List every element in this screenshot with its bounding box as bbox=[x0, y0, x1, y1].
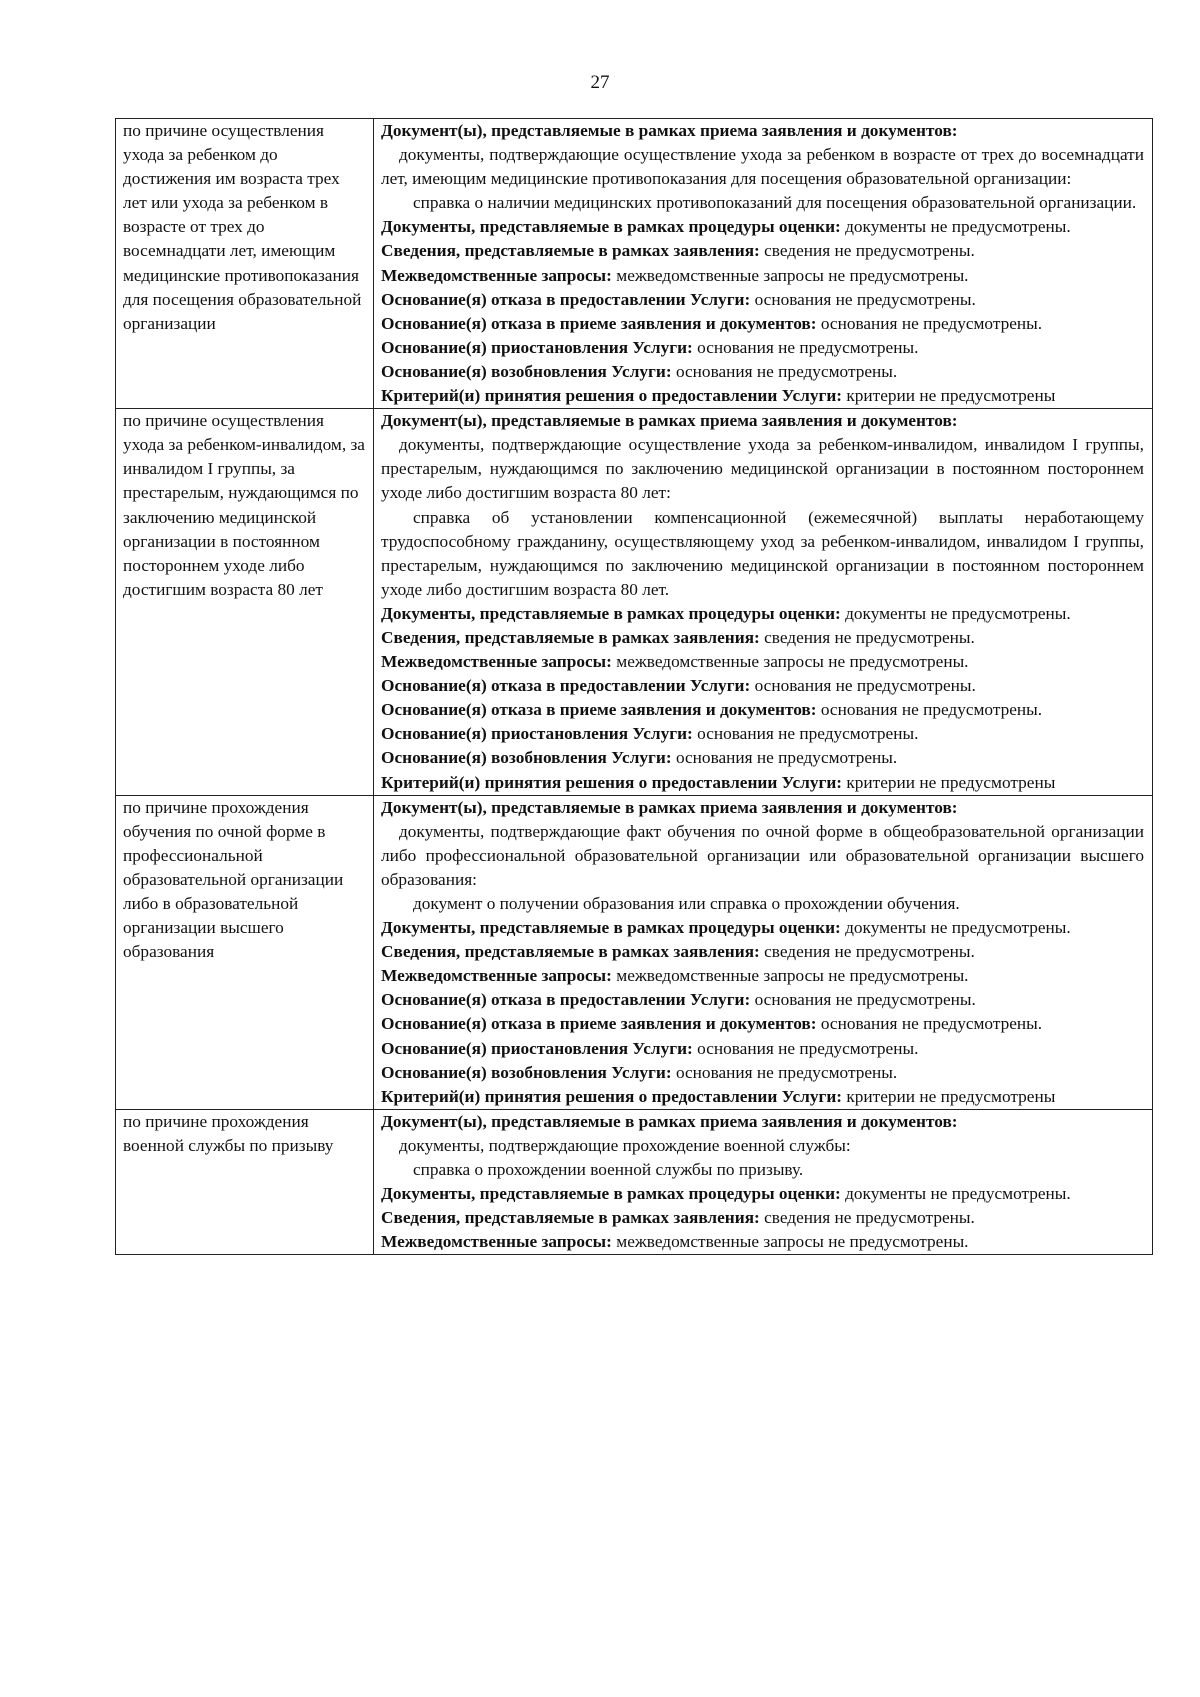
documents-item: справка о наличии медицинских противопоказаний для посещения образовательной организации. bbox=[413, 193, 1137, 213]
assessment-value: документы не предусмотрены. bbox=[845, 217, 1071, 237]
interagency-value: межведомственные запросы не предусмотрены. bbox=[616, 265, 969, 285]
resumption-label: Основание(я) возобновления Услуги: bbox=[381, 748, 672, 768]
interagency-line bbox=[381, 264, 1144, 288]
documents-text: документы, подтверждающие прохождение военной службы: bbox=[399, 1135, 851, 1155]
table-row bbox=[116, 119, 1153, 409]
details-cell bbox=[374, 795, 1153, 1109]
refusal-service-line bbox=[381, 288, 1144, 312]
info-label: Сведения, представляемые в рамках заявления: bbox=[381, 627, 760, 647]
info-value: сведения не предусмотрены. bbox=[764, 942, 975, 962]
details-cell bbox=[374, 119, 1153, 409]
interagency-line bbox=[381, 1230, 1144, 1254]
documents-heading: Документ(ы), представляемые в рамках приема заявления и документов: bbox=[381, 797, 958, 817]
documents-heading: Документ(ы), представляемые в рамках приема заявления и документов: bbox=[381, 1111, 958, 1131]
details-cell bbox=[374, 409, 1153, 796]
assessment-line bbox=[381, 602, 1144, 626]
details-cell bbox=[374, 1109, 1153, 1255]
criteria-label: Критерий(и) принятия решения о предоставлении Услуги: bbox=[381, 1086, 843, 1106]
reason-cell: по причине осуществления ухода за ребенком до достижения им возраста трех лет или ухода за ребенком в возрасте от трех до восемнадцати лет, имеющим медицинские противопоказания для посещения образовательной организации bbox=[116, 119, 374, 409]
reason-cell: по причине осуществления ухода за ребенком-инвалидом, за инвалидом I группы, за престарелым, нуждающимся по заключению медицинской организации в постоянном постороннем уходе либо достигшим возраста 80 лет bbox=[116, 409, 374, 796]
refusal-service-value: основания не предусмотрены. bbox=[754, 990, 976, 1010]
info-value: сведения не предусмотрены. bbox=[764, 1208, 975, 1228]
assessment-value: документы не предусмотрены. bbox=[845, 603, 1071, 623]
refusal-service-label: Основание(я) отказа в предоставлении Услуги: bbox=[381, 990, 751, 1010]
criteria-line bbox=[381, 384, 1144, 408]
info-line bbox=[381, 940, 1144, 964]
criteria-line bbox=[381, 771, 1144, 795]
info-label: Сведения, представляемые в рамках заявления: bbox=[381, 942, 760, 962]
assessment-value: документы не предусмотрены. bbox=[845, 1184, 1071, 1204]
interagency-value: межведомственные запросы не предусмотрены. bbox=[616, 966, 969, 986]
interagency-value: межведомственные запросы не предусмотрены. bbox=[616, 1232, 969, 1252]
refusal-intake-label: Основание(я) отказа в приеме заявления и документов: bbox=[381, 700, 817, 720]
info-line bbox=[381, 1206, 1144, 1230]
suspension-line bbox=[381, 1037, 1144, 1061]
resumption-line bbox=[381, 746, 1144, 770]
suspension-value: основания не предусмотрены. bbox=[697, 337, 919, 357]
documents-text: документы, подтверждающие осуществление ухода за ребенком в возрасте от трех до восемнадцати лет, имеющим медицинские противопоказания для посещения образовательной организации: bbox=[381, 145, 1144, 189]
resumption-label: Основание(я) возобновления Услуги: bbox=[381, 361, 672, 381]
assessment-line bbox=[381, 916, 1144, 940]
resumption-value: основания не предусмотрены. bbox=[675, 361, 898, 381]
documents-text: документы, подтверждающие факт обучения по очной форме в общеобразовательной организации либо профессиональной образовательной организации или образовательной организации высшего образования: bbox=[381, 821, 1144, 889]
interagency-line bbox=[381, 964, 1144, 988]
table-row bbox=[116, 409, 1153, 796]
resumption-value: основания не предусмотрены. bbox=[675, 748, 898, 768]
refusal-intake-value: основания не предусмотрены. bbox=[820, 1014, 1043, 1034]
services-table bbox=[115, 118, 1153, 1255]
info-label: Сведения, представляемые в рамках заявления: bbox=[381, 1208, 760, 1228]
criteria-value: критерии не предусмотрены bbox=[846, 1086, 1056, 1106]
refusal-intake-label: Основание(я) отказа в приеме заявления и документов: bbox=[381, 313, 817, 333]
assessment-label: Документы, представляемые в рамках процедуры оценки: bbox=[381, 918, 841, 938]
assessment-label: Документы, представляемые в рамках процедуры оценки: bbox=[381, 603, 841, 623]
refusal-service-label: Основание(я) отказа в предоставлении Услуги: bbox=[381, 289, 751, 309]
interagency-value: межведомственные запросы не предусмотрены. bbox=[616, 652, 969, 672]
table-row bbox=[116, 795, 1153, 1109]
suspension-label: Основание(я) приостановления Услуги: bbox=[381, 337, 693, 357]
criteria-label: Критерий(и) принятия решения о предоставлении Услуги: bbox=[381, 386, 843, 406]
documents-heading: Документ(ы), представляемые в рамках приема заявления и документов: bbox=[381, 411, 958, 431]
interagency-line bbox=[381, 650, 1144, 674]
resumption-label: Основание(я) возобновления Услуги: bbox=[381, 1062, 672, 1082]
suspension-label: Основание(я) приостановления Услуги: bbox=[381, 1038, 693, 1058]
info-line bbox=[381, 626, 1144, 650]
refusal-intake-value: основания не предусмотрены. bbox=[820, 700, 1043, 720]
suspension-line bbox=[381, 336, 1144, 360]
assessment-value: документы не предусмотрены. bbox=[845, 918, 1071, 938]
refusal-service-line bbox=[381, 988, 1144, 1012]
suspension-line bbox=[381, 722, 1144, 746]
refusal-intake-line bbox=[381, 1012, 1144, 1036]
refusal-service-value: основания не предусмотрены. bbox=[754, 676, 976, 696]
refusal-service-line bbox=[381, 674, 1144, 698]
assessment-line bbox=[381, 215, 1144, 239]
resumption-value: основания не предусмотрены. bbox=[675, 1062, 898, 1082]
criteria-label: Критерий(и) принятия решения о предоставлении Услуги: bbox=[381, 772, 843, 792]
reason-cell: по причине прохождения военной службы по призыву bbox=[116, 1109, 374, 1255]
info-label: Сведения, представляемые в рамках заявления: bbox=[381, 241, 760, 261]
refusal-intake-line bbox=[381, 312, 1144, 336]
info-line bbox=[381, 239, 1144, 263]
reason-cell: по причине прохождения обучения по очной форме в профессиональной образовательной организации либо в образовательной организации высшего образования bbox=[116, 795, 374, 1109]
refusal-intake-line bbox=[381, 698, 1144, 722]
refusal-intake-value: основания не предусмотрены. bbox=[820, 313, 1043, 333]
assessment-label: Документы, представляемые в рамках процедуры оценки: bbox=[381, 217, 841, 237]
interagency-label: Межведомственные запросы: bbox=[381, 1232, 612, 1252]
assessment-line bbox=[381, 1182, 1144, 1206]
table-row bbox=[116, 1109, 1153, 1255]
interagency-label: Межведомственные запросы: bbox=[381, 966, 612, 986]
page-number: 27 bbox=[590, 72, 610, 93]
interagency-label: Межведомственные запросы: bbox=[381, 265, 612, 285]
refusal-intake-label: Основание(я) отказа в приеме заявления и документов: bbox=[381, 1014, 817, 1034]
criteria-value: критерии не предусмотрены bbox=[846, 386, 1056, 406]
documents-text: документы, подтверждающие осуществление ухода за ребенком-инвалидом, инвалидом I группы, престарелым, нуждающимся по заключению медицинской организации в постоянном постороннем уходе либо достигшим возраста 80 лет: bbox=[381, 435, 1144, 503]
documents-item: справка об установлении компенсационной (ежемесячной) выплаты неработающему трудоспособному гражданину, осуществляющему уход за ребенком-инвалидом, инвалидом I группы, престарелым, нуждающимся по заключению медицинской организации в постоянном постороннем уходе либо достигшим возраста 80 лет. bbox=[381, 507, 1144, 599]
suspension-value: основания не предусмотрены. bbox=[697, 1038, 919, 1058]
refusal-service-value: основания не предусмотрены. bbox=[754, 289, 976, 309]
criteria-line bbox=[381, 1085, 1144, 1109]
refusal-service-label: Основание(я) отказа в предоставлении Услуги: bbox=[381, 676, 751, 696]
resumption-line bbox=[381, 360, 1144, 384]
info-value: сведения не предусмотрены. bbox=[764, 241, 975, 261]
interagency-label: Межведомственные запросы: bbox=[381, 652, 612, 672]
assessment-label: Документы, представляемые в рамках процедуры оценки: bbox=[381, 1184, 841, 1204]
criteria-value: критерии не предусмотрены bbox=[846, 772, 1056, 792]
resumption-line bbox=[381, 1061, 1144, 1085]
info-value: сведения не предусмотрены. bbox=[764, 627, 975, 647]
documents-item: справка о прохождении военной службы по призыву. bbox=[413, 1160, 804, 1180]
documents-heading: Документ(ы), представляемые в рамках приема заявления и документов: bbox=[381, 121, 958, 140]
suspension-label: Основание(я) приостановления Услуги: bbox=[381, 724, 693, 744]
suspension-value: основания не предусмотрены. bbox=[697, 724, 919, 744]
documents-item: документ о получении образования или справка о прохождении обучения. bbox=[413, 894, 960, 913]
